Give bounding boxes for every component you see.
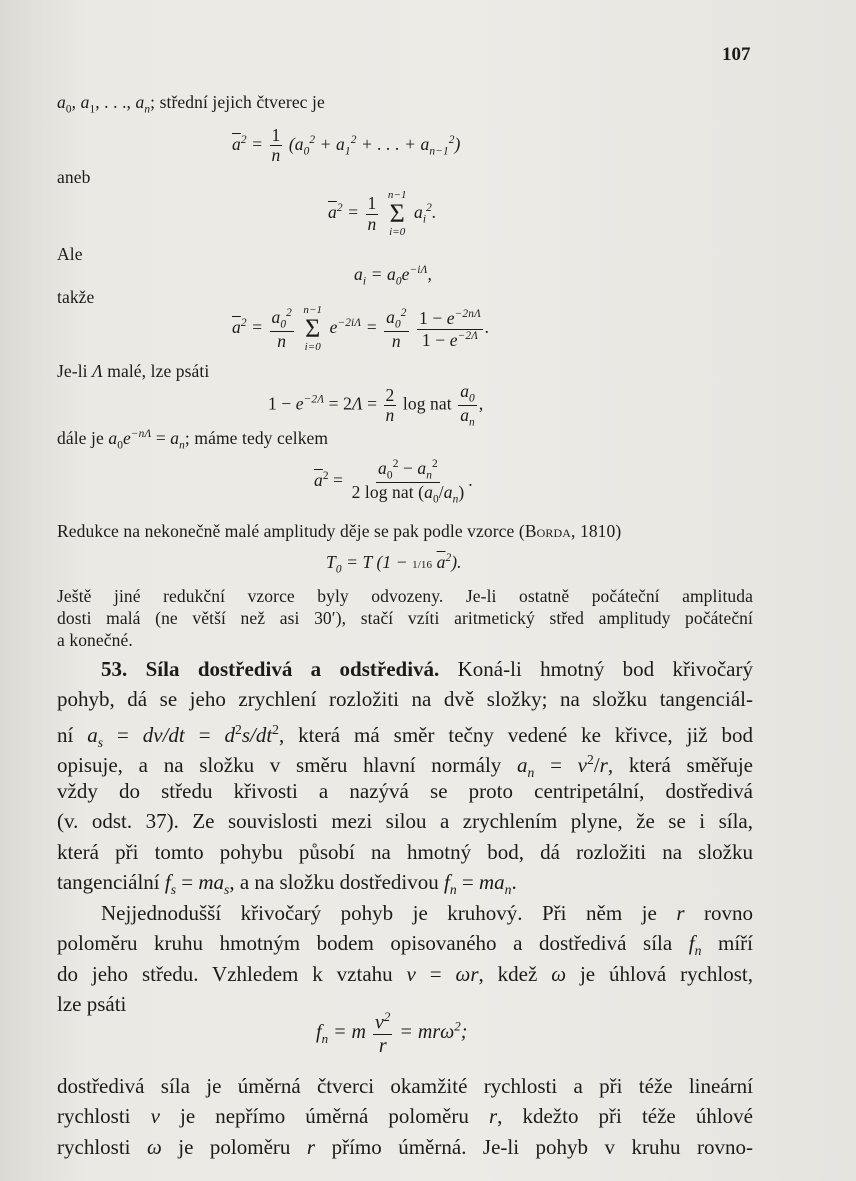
paragraph-reduction-line-1: Ještě jiné redukční vzorce byly odvozeny. Je-li ostatně počáteční amplituda [57, 586, 753, 606]
paragraph-reduction-line-2: dosti malá (ne větší než asi 30′), stačí vzíti aritmetický střed amplitudy počáteční [57, 608, 753, 628]
equation-amplitude: $a_i = a_0e^{-i\Lambda}$, [354, 264, 432, 288]
equation-borda: $T_0 = T$ (1 − 1/16 $\overline{a}^2$). [326, 552, 462, 576]
paragraph-final-line-1: dostředivá síla je úměrná čtverci okamžité rychlosti a při téže lineární [57, 1074, 753, 1098]
jeli-line: Je-li Λ malé, lze psáti [57, 361, 210, 381]
equation-geometric-sum: $\overline{a}^2$ = $\frac{a_0^2}{n}$ n−1 Σ i=0 $e^{-2i\Lambda}$ = $\frac{a_0^2}{n}$ $\frac{1 - e^{-2n\Lambda}}{1 - e^{-2\Lambda}}$ . [232, 304, 490, 353]
section-53-line-1: 53. Síla dostředivá a odstředivá. Koná-li hmotný bod křivočarý [101, 657, 753, 681]
section-53-line-4: opisuje, a na složku v směru hlavní normály $a_n = v^2/r$, která směřuje [57, 752, 753, 781]
paragraph-circular-line-2: poloměru kruhu hmotným bodem opisovaného a dostředivá síla $f_n$ míří [57, 931, 753, 959]
paragraph-circular-line-1: Nejjednodušší křivočarý pohyb je kruhový. Při něm je r rovno [101, 901, 753, 925]
redukce-line: Redukce na nekonečně malé amplitudy děje se pak podle vzorce (Borda, 1810) [57, 521, 622, 541]
paragraph-circular-line-3: do jeho středu. Vzhledem k vztahu v = ωr, kdež ω je úhlová rychlost, [57, 962, 753, 986]
section-number: 53. [101, 657, 128, 681]
equation-sum: $\overline{a}^2$ = $\frac{1}{n}$ n−1 Σ i=0 $a_i^2$. [328, 189, 437, 238]
section-title: Síla dostředivá a odstředivá. [145, 657, 440, 681]
page-number: 107 [722, 44, 751, 65]
label-ale: Ale [57, 244, 83, 264]
label-takze: takže [57, 287, 95, 307]
equation-final: $\overline{a}^2$ = $a_0^2 - a_n^2$ 2 log nat $(a_0/a_n)$ . [314, 457, 473, 506]
equation-centripetal-force: $f_n = m$ $\frac{v^2}{r}$ = mrω$^2$; [316, 1009, 468, 1057]
label-aneb: aneb [57, 167, 91, 187]
equation-mean-square: $\overline{a}^2$ = $\frac{1}{n}$ ($a_0^2 + a_1^2$ + . . . + $a_{n-1}^2$) [232, 125, 461, 166]
paragraph-circular-line-4: lze psáti [57, 992, 127, 1016]
dale-line: dále je $a_0e^{-n\Lambda} = a_n$; máme tedy celkem [57, 428, 329, 452]
equation-approximation: $1 - e^{-2\Lambda} = 2\Lambda$ = $\frac{2}{n}$ log nat $\frac{a_0}{a_n}$ , [268, 381, 484, 429]
section-53-line-7: která při tomto pohybu působí na hmotný bod, dá rozložiti na složku [57, 840, 753, 864]
intro-line: $a_0$, $a_1$, . . ., $a_n$; střední jejich čtverec je [57, 92, 325, 116]
section-53-line-5: vždy do středu křivosti a nazývá se proto centripetální, dostředivá [57, 779, 753, 803]
section-53-line-6: (v. odst. 37). Ze souvislosti mezi silou a zrychlením plyne, že se i síla, [57, 809, 753, 833]
paragraph-final-line-2: rychlosti v je nepřímo úměrná poloměru r, kdežto při téže úhlové [57, 1104, 753, 1128]
section-53-line-8: tangenciální $f_s = ma_s$, a na složku dostředivou $f_n = ma_n$. [57, 870, 517, 898]
paragraph-reduction-line-3: a konečné. [57, 630, 133, 650]
paragraph-final-line-3: rychlosti ω je poloměru r přímo úměrná. Je-li pohyb v kruhu rovno- [57, 1135, 753, 1159]
section-53-line-3: ní $a_s = dv/dt = d^2s/dt^2$, která má směr tečny vedené ke křivce, již bod [57, 722, 753, 751]
section-53-line-2: pohyb, dá se jeho zrychlení rozložiti na dvě složky; na složku tangenciál- [57, 687, 753, 711]
